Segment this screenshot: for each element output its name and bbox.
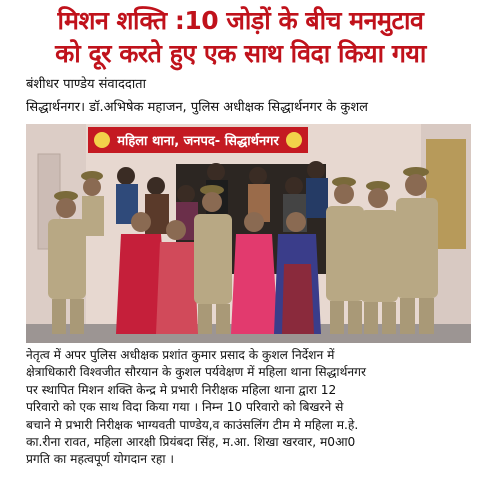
headline <box>0 4 481 70</box>
group-photo-illustration <box>26 124 471 343</box>
headline-line-2: को दूर करते हुए एक साथ विदा किया गया <box>55 39 426 68</box>
body-line: परिवारो को एक साथ विदा किया गया । निम्न 10 परिवारो को बिखरने से <box>26 400 344 415</box>
headline-line-1: मिशन शक्ति :10 जोड़ों के बीच मनमुटाव <box>57 6 424 35</box>
police-emblem-icon <box>94 132 110 148</box>
body-line: प्रगति का महत्वपूर्ण योगदान रहा । <box>26 452 174 467</box>
article-body <box>26 347 471 469</box>
body-line: बचाने मे प्रभारी निरीक्षक भाग्यवती पाण्डेय,व काउंसलिंग टीम मे महिला म.हे. <box>26 417 359 432</box>
body-line: पर स्थापित मिशन शक्ति केन्द्र मे प्रभारी निरीक्षक महिला थाना द्वारा 12 <box>26 382 337 397</box>
body-line: का.रीना रावत, महिला आरक्षी प्रियंबदा सिंह, म.आ. शिखा खरवार, म0आ0 <box>26 435 356 450</box>
intro-line: सिद्धार्थनगर। डॉ.अभिषेक महाजन, पुलिस अधीक्षक सिद्धार्थनगर के कुशल <box>26 100 368 115</box>
body-line: नेतृत्व में अपर पुलिस अधीक्षक प्रशांत कुमार प्रसाद के कुशल निर्देशन में <box>26 348 335 362</box>
signboard-text: महिला थाना, जनपद- सिद्धार्थनगर <box>117 134 279 149</box>
body-line: क्षेत्राधिकारी विश्वजीत सौरयान के कुशल पर्यवेक्षण में महिला थाना सिद्धार्थनगर <box>26 365 366 380</box>
byline: बंशीधर पाण्डेय संवाददाता <box>26 77 146 92</box>
police-emblem-icon <box>286 132 302 148</box>
group-photo <box>26 124 471 343</box>
